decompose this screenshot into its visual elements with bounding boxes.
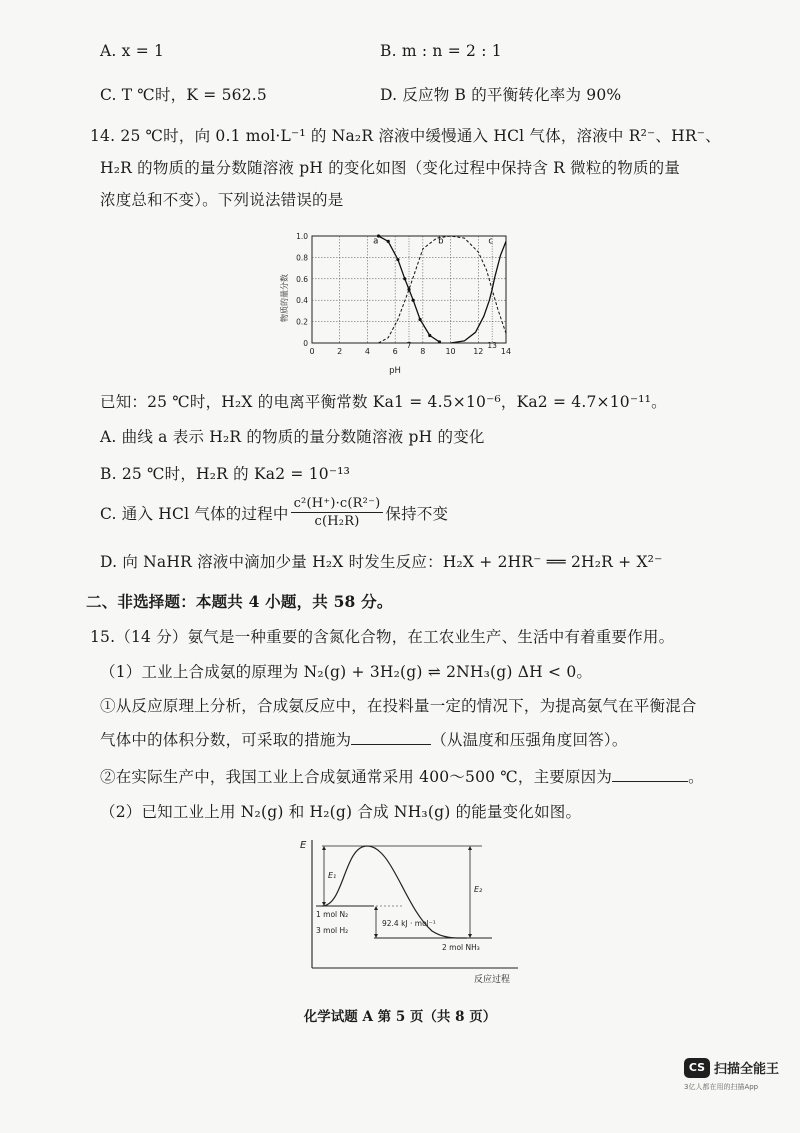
series-curve-c [451,241,506,343]
y-tick-label: 0.6 [296,274,308,284]
x-tick-label: 4 [364,347,370,356]
q15-part-1-1-line-1: ①从反应原理上分析，合成氨反应中，在投料量一定的情况下，为提高氨气在平衡混合 [100,697,697,715]
x-tick-label: 0 [309,347,315,356]
delta-h-label: 92.4 kJ · mol⁻¹ [382,919,436,928]
q15-part-1-1-line-2 [100,728,628,750]
q14-option-d: D. 向 NaHR 溶液中滴加少量 H₂X 时发生反应：H₂X + 2HR⁻ ══ 2H₂R + X²⁻ [100,553,663,571]
q14-stem-line-1: 14. 25 ℃时，向 0.1 mol·L⁻¹ 的 Na₂R 溶液中缓慢通入 HCl 气体，溶液中 R²⁻、HR⁻、 [90,127,721,145]
series-point-a [403,277,406,280]
y-tick-label: 0.2 [296,317,308,327]
q15-part-1-2-suffix: 。 [688,768,704,786]
q15-part-1: （1）工业上合成氨的原理为 N₂(g) + 3H₂(g) ⇌ 2NH₃(g) ΔH < 0。 [100,663,593,681]
camscanner-name: 扫描全能王 [714,1062,780,1077]
q14-option-c [100,496,448,529]
answer-blank-1[interactable] [351,730,431,745]
series-point-a [387,240,390,243]
q15-stem: 15.（14 分）氨气是一种重要的含氮化合物，在工农业生产、生活中有着重要作用。 [90,628,675,646]
q15-part-1-1-suffix: （从温度和压强角度回答）。 [431,731,628,749]
q14-option-b: B. 25 ℃时，H₂R 的 Ka2 = 10⁻¹³ [100,465,351,483]
q15-part-1-1-prefix: 气体中的体积分数，可采取的措施为 [100,731,352,749]
camscanner-logo: CS [684,1058,710,1078]
chart-ticks [296,232,511,356]
reactant-h2-label: 3 mol H₂ [316,926,349,935]
x-tick-label: 6 [392,347,398,356]
series-point-a [438,340,441,343]
x-tick-label: 10 [445,347,456,356]
series-point-a [412,299,415,302]
fraction-denominator: c(H₂R) [314,514,360,529]
chart-series [373,234,506,343]
q14-stem-line-3: 浓度总和不变）。下列说法错误的是 [100,191,344,209]
q13-option-d: D. 反应物 B 的平衡转化率为 90% [380,86,622,104]
reactant-n2-label: 1 mol N₂ [316,910,349,919]
q14-distribution-chart [270,228,520,376]
energy-x-axis-label: 反应过程 [473,975,511,984]
x-tick-label: 8 [420,347,426,356]
q14-option-c-suffix: 保持不变 [385,504,449,523]
page-footer: 化学试题 A 第 5 页（共 8 页） [303,1009,497,1025]
energy-diagram [292,836,522,984]
extra-tick-label: 13 [487,341,497,350]
q13-option-a: A. x = 1 [100,42,165,60]
series-point-a [428,334,431,337]
series-point-a [396,258,399,261]
y-tick-label: 0 [303,339,308,348]
extra-tick-label: 7 [406,341,412,350]
e2-label: E₂ [474,885,483,894]
e1-label: E₁ [328,871,337,880]
curve-label-b: b [438,236,444,247]
series-point-a [418,318,421,321]
y-tick-label: 1.0 [296,232,308,241]
curve-label-c: c [488,236,494,247]
q14-stem-line-2: H₂R 的物质的量分数随溶液 pH 的变化如图（变化过程中保持含 R 微粒的物质的量 [100,159,681,177]
q15-part-1-2-prefix: ②在实际生产中，我国工业上合成氨通常采用 400～500 ℃，主要原因为 [100,768,613,786]
chart-x-axis-label: pH [389,366,401,376]
energy-y-axis-label: E [300,840,307,851]
product-nh3-label: 2 mol NH₃ [442,943,480,952]
answer-blank-2[interactable] [612,767,688,782]
y-tick-label: 0.4 [296,296,308,306]
q13-option-c: C. T ℃时，K = 562.5 [100,86,267,104]
x-tick-label: 12 [473,347,484,356]
series-curve-b [379,236,507,343]
x-tick-label: 2 [337,347,343,356]
curve-label-a: a [373,236,379,247]
q15-part-2: （2）已知工业上用 N₂(g) 和 H₂(g) 合成 NH₃(g) 的能量变化如图。 [100,803,582,821]
section-2-heading: 二、非选择题：本题共 4 小题，共 58 分。 [86,592,393,611]
camscanner-tagline: 3亿人都在用的扫描App [684,1083,759,1091]
q14-option-c-prefix: C. 通入 HCl 气体的过程中 [100,504,289,523]
q15-part-1-2 [100,765,704,787]
q14-option-a: A. 曲线 a 表示 H₂R 的物质的量分数随溶液 pH 的变化 [100,428,485,446]
q14-option-c-fraction [291,496,384,529]
x-tick-label: 14 [500,347,512,356]
fraction-numerator: c²(H⁺)·c(R²⁻) [291,496,384,513]
q14-known-constants: 已知：25 ℃时，H₂X 的电离平衡常数 Ka1 = 4.5×10⁻⁶，Ka2 = 4.7×10⁻¹¹。 [100,393,667,411]
y-tick-label: 0.8 [296,253,308,263]
q13-option-b: B. m : n = 2 : 1 [380,42,502,60]
chart-y-axis-label: 物质的量分数 [280,274,289,322]
